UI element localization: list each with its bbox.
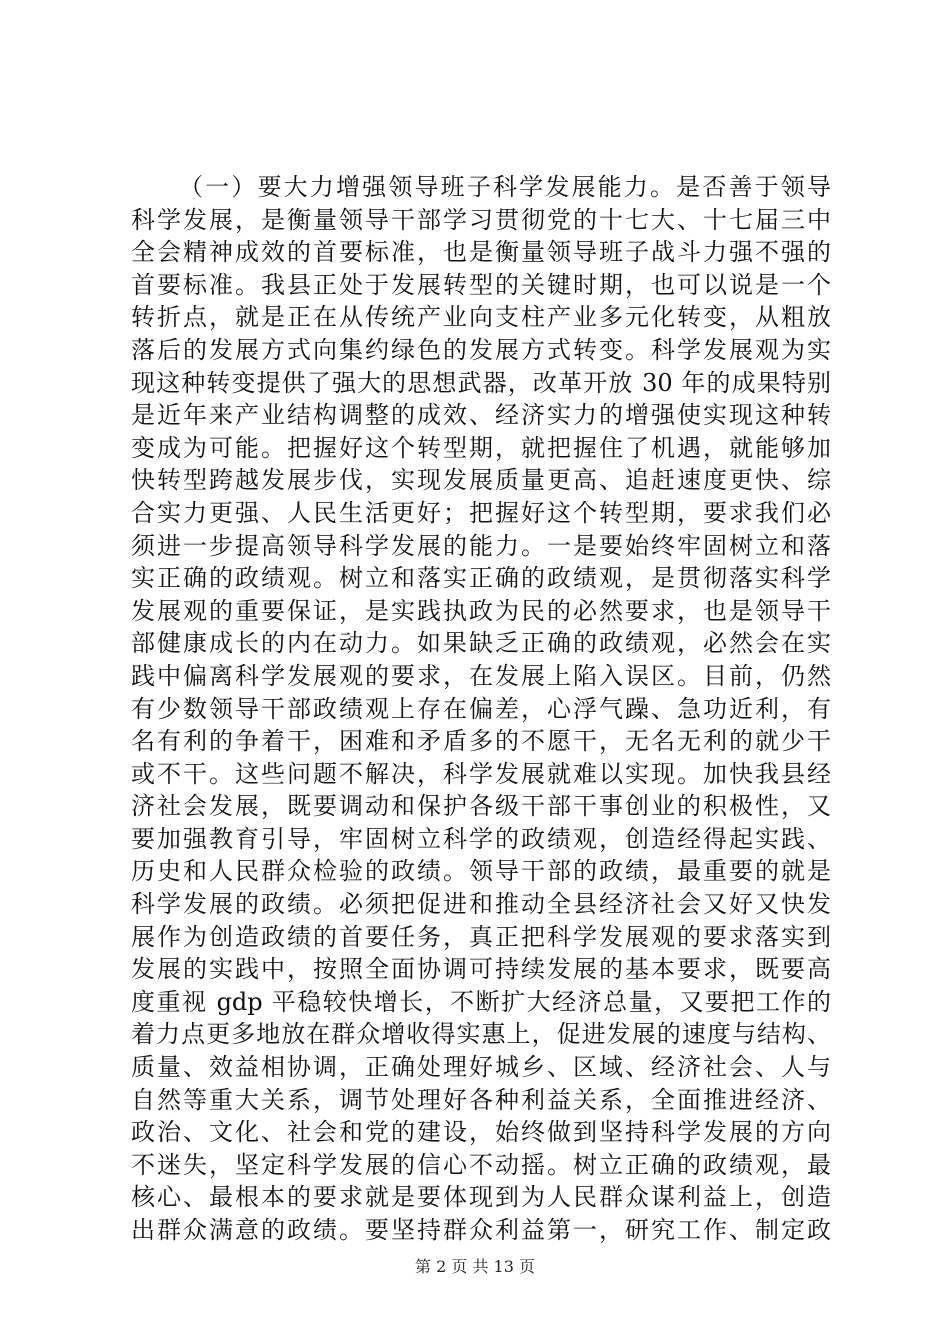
paragraph-line: 出群众满意的政绩。要坚持群众利益第一，研究工作、制定政 [131,1216,831,1244]
paragraph-line: 质量、效益相协调，正确处理好城乡、区域、经济社会、人与 [131,1053,831,1082]
paragraph-line: 全会精神成效的首要标准，也是衡量领导班子战斗力强不强的 [131,238,831,267]
paragraph-line: 实正确的政绩观。树立和落实正确的政绩观，是贯彻落实科学 [131,564,831,593]
paragraph-line: 济社会发展，既要调动和保护各级干部干事创业的积极性，又 [131,792,831,821]
paragraph-line: 核心、最根本的要求就是要体现到为人民群众谋利益上，创造 [131,1183,831,1212]
paragraph-line: 或不干。这些问题不解决，科学发展就难以实现。加快我县经 [131,759,831,788]
paragraph-line: 合实力更强、人民生活更好；把握好这个转型期，要求我们必 [131,498,831,527]
paragraph-line: 发展观的重要保证，是实践执政为民的必然要求，也是领导干 [131,596,831,625]
paragraph-line: 变成为可能。把握好这个转型期，就把握住了机遇，就能够加 [131,433,831,462]
paragraph-line: 要加强教育引导，牢固树立科学的政绩观，创造经得起实践、 [131,824,831,853]
paragraph-line: 有少数领导干部政绩观上存在偏差，心浮气躁、急功近利，有 [131,694,831,723]
paragraph-line: 历史和人民群众检验的政绩。领导干部的政绩，最重要的就是 [131,857,831,886]
paragraph-line: 快转型跨越发展步伐，实现发展质量更高、追赶速度更快、综 [131,466,831,495]
paragraph-line: 转折点，就是正在从传统产业向支柱产业多元化转变，从粗放 [131,303,831,332]
paragraph-line: 度重视 gdp 平稳较快增长，不断扩大经济总量，又要把工作的 [131,987,831,1016]
paragraph-line: 名有利的争着干，困难和矛盾多的不愿干，无名无利的就少干 [131,727,831,756]
paragraph-line: 现这种转变提供了强大的思想武器，改革开放 30 年的成果特别 [131,368,831,397]
body-paragraph [131,171,831,1247]
paragraph-line: 自然等重大关系，调节处理好各种利益关系，全面推进经济、 [131,1085,831,1114]
paragraph-line: 发展的实践中，按照全面协调可持续发展的基本要求，既要高 [131,955,831,984]
paragraph-line: 是近年来产业结构调整的成效、经济实力的增强使实现这种转 [131,401,831,430]
paragraph-line: 着力点更多地放在群众增收得实惠上，促进发展的速度与结构、 [131,1020,831,1049]
paragraph-line: 科学发展，是衡量领导干部学习贯彻党的十七大、十七届三中 [131,205,831,234]
paragraph-line: 落后的发展方式向集约绿色的发展方式转变。科学发展观为实 [131,335,831,364]
page-footer: 第 2 页 共 13 页 [415,1257,535,1276]
paragraph-line: 首要标准。我县正处于发展转型的关键时期，也可以说是一个 [131,270,831,299]
paragraph-line: 政治、文化、社会和党的建设，始终做到坚持科学发展的方向 [131,1118,831,1147]
paragraph-line: 部健康成长的内在动力。如果缺乏正确的政绩观，必然会在实 [131,629,831,658]
paragraph-line: 展作为创造政绩的首要任务，真正把科学发展观的要求落实到 [131,922,831,951]
paragraph-line: 不迷失，坚定科学发展的信心不动摇。树立正确的政绩观，最 [131,1150,831,1179]
paragraph-line: 科学发展的政绩。必须把促进和推动全县经济社会又好又快发 [131,890,831,919]
paragraph-line: （一）要大力增强领导班子科学发展能力。是否善于领导 [179,173,831,201]
paragraph-line: 践中偏离科学发展观的要求，在发展上陷入误区。目前，仍然 [131,661,831,690]
paragraph-line: 须进一步提高领导科学发展的能力。一是要始终牢固树立和落 [131,531,831,560]
